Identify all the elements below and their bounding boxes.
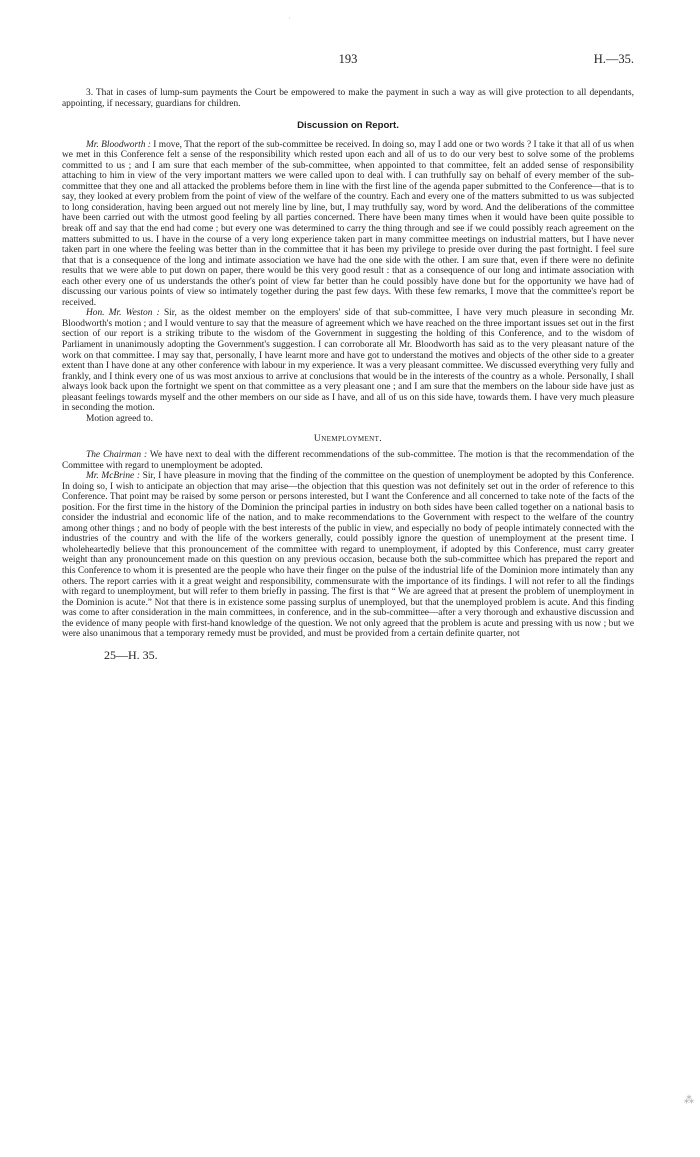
motion-result: Motion agreed to.: [86, 413, 153, 424]
page-header: [62, 52, 634, 72]
speaker-name: Hon. Mr. Weston :: [86, 308, 160, 319]
speech-text: We have next to deal with the different recommendations of the sub-committee. The motion is that the recommendation of the Committee with regard to unemployment be adopted.: [62, 449, 634, 471]
speech-paragraph-bloodworth: [62, 140, 634, 309]
speaker-name: Mr. McBrine :: [86, 471, 140, 482]
document-reference: H.—35.: [593, 52, 634, 66]
speaker-name: The Chairman :: [86, 449, 148, 460]
speech-text: Sir, I have pleasure in moving that the finding of the committee on the question of unemployment be adopted by this Conference. In doing so, I wish to anticipate an objection that may arise—the objection that this question was not definitely set out in the order of reference to this Conference. That point may be raised by some person or persons interested, but I want the Conference and all concerned to take note of the facts of the position. For the first time in the history of the Dominion the principal parties in industry on both sides have been called together on a national basis to consider the industrial and economic life of the nation, and to make recommendations to the Government with respect to the welfare of the country among other things ; and no body of people with the best interests of the public in view, and especially no body of people intimately connected with the industries of the country and with the life of the workers generally, could possibly ignore the question of unemployment at the present time. I wholeheartedly believe that this pronouncement of the committee with regard to unemployment, if adopted by this Conference, must carry greater weight than any pronouncement made on this question on any previous occasion, because both the sub-committee which has prepared the report and this Conference to whom it is presented are the people who have their finger on the pulse of the industrial life of the Dominion more intimately than any others. The report carries with it a great weight and responsibility, commensurate with the importance of its findings. I will not refer to all the findings with regard to unemployment, but will refer to them briefly in passing. The first is that “ We are agreed that at present the problem of unemployment in the Dominion is acute.” Not that there is in existence some passing surplus of unemployed, but that the unemployed problem is acute. And this finding was come to after consideration in the main committees, in conference, and in the sub-committee—after a very thorough and exhaustive discussion and the evidence of many people with first-hand knowledge of the question. We not only agreed that the problem is acute and pressing with us now ; but we were also unanimous that a temporary remedy must be provided, and must be provided from a certain definite quarter, not: [62, 471, 634, 640]
page-number: 193: [338, 52, 358, 66]
signature-mark: 25—H. 35.: [104, 647, 158, 662]
stray-dot-mark: ·: [288, 14, 291, 23]
speech-text: I move, That the report of the sub-committee be received. In doing so, may I add one or two words ? I take it that all of us when we met in this Conference felt a sense of the responsibility which rested upon each and all of us to do our very best to solve some of the problems committed to us ; and I am sure that each member of the sub-committee, when appointed to that committee, felt an added sense of responsibility attaching to him in view of the very important matters we were called upon to deal with. I can truthfully say on behalf of every member of the sub-committee that they one and all attacked the problems before them in line with the first line of the agenda paper submitted to the Conference—that is to say, they looked at every problem from the point of view of the welfare of the country. Each and every one of the matters submitted to us was subjected to long consideration, having been argued out not merely line by line, but, I may truthfully say, word by word. And the deliberations of the committee have been carried out with the utmost good feeling by all parties concerned. There have been many times when it would have been quite possible to break off and say that the end had come ; but every one was determined to carry the thing through and see if we could possibly reach agreement on the matters submitted to us. I have in the course of a very long experience taken part in many committee meetings on industrial matters, but I have never taken part in one where the feeling was better than in the committee that it has been my privilege to preside over during the past fortnight. I feel sure that that is a consequence of the long and intimate association we have had the one side with the other. I am sure that, even if there were no definite results that we were able to put down on paper, there would be this very good result : that as a consequence of our long and intimate association with each other every one of us understands the other's point of view far better than he could possibly have done but for the opportunity we have had of discussing our various points of view so intimately together during the past few days. With these few remarks, I move that the committee's report be received.: [62, 139, 634, 308]
speech-paragraph-weston: [62, 308, 634, 413]
speaker-name: Mr. Bloodworth :: [86, 139, 151, 150]
unemployment-heading: Unemployment.: [313, 433, 383, 445]
discussion-heading: Discussion on Report.: [297, 120, 399, 132]
document-page: [62, 52, 634, 662]
speech-text: Sir, as the oldest member on the employers' side of that sub-committee, I have very much pleasure in seconding Mr. Bloodworth's motion ; and I would venture to say that the measure of agreement which we have reached on the three important issues set out in the first section of our report is a striking tribute to the wisdom of the Government in suggesting the holding of this Conference, and to the wisdom of Parliament in unanimously adopting the Government's suggestion. I can corroborate all Mr. Bloodworth has said as to the very pleasant nature of the work on that committee. I may say that, personally, I have learnt more and have got to understand the motives and objects of the other side to a greater extent than I have done at any other conference with labour in my experience. It was a very pleasant committee. We discussed everything very fully and frankly, and I think every one of us was most anxious to arrive at conclusions that would be in the interests of the country as a whole. Personally, I shall always look back upon the fortnight we spent on that committee as a very pleasant one ; and I am sure that the members on the labour side have just as pleasant feelings towards myself and the other members on our side as I have, and all of us on this side have, towards them. I have very much pleasure in seconding the motion.: [62, 308, 634, 414]
edge-ornament-icon: ⁂: [684, 1095, 694, 1106]
speech-paragraph-mcbrine: [62, 471, 634, 640]
speech-paragraph-chairman: [62, 450, 634, 471]
recommendation-paragraph-3: 3. That in cases of lump-sum payments the Court be empowered to make the payment in such a way as will give protection to all dependants, appointing, if necessary, guardians for children.: [62, 88, 634, 109]
